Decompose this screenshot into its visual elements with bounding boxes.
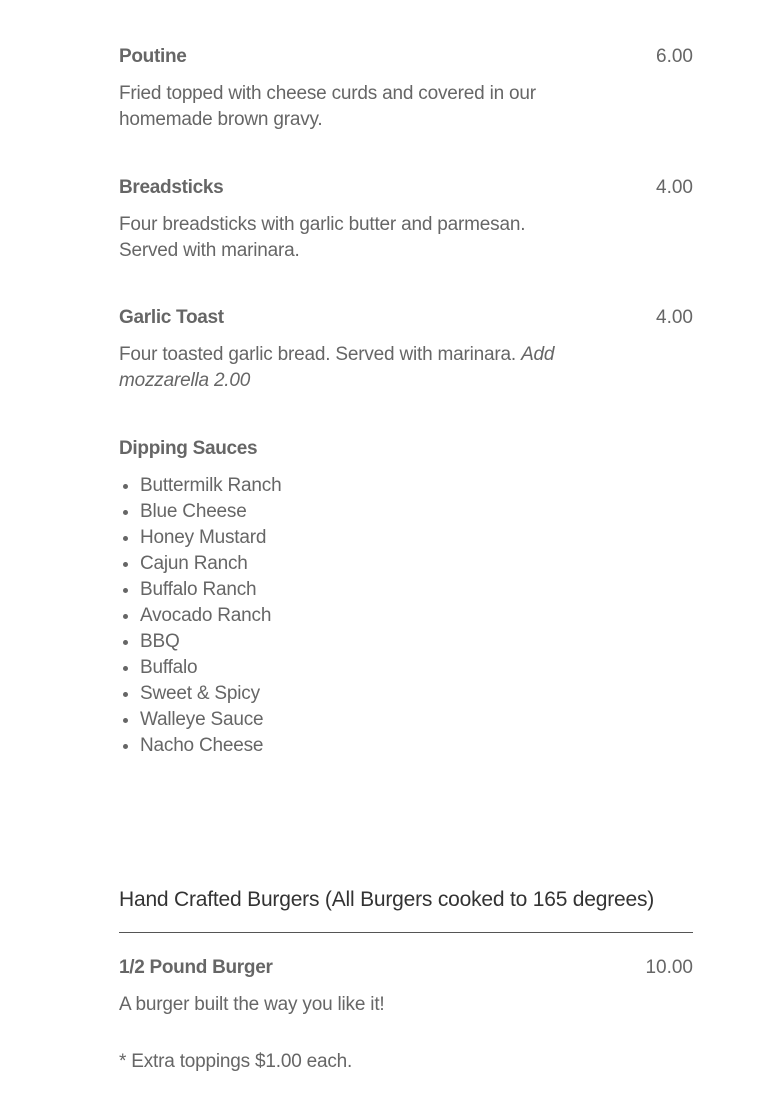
menu-item-header [119, 956, 693, 980]
list-item: • Avocado Ranch [140, 603, 693, 629]
item-price: 4.00 [656, 307, 693, 328]
menu-item-header [119, 45, 693, 69]
item-description-text: Four toasted garlic bread. Served with marinara. [119, 344, 522, 365]
list-item: • Walleye Sauce [140, 707, 693, 733]
section-title: Hand Crafted Burgers (All Burgers cooked to 165 degrees) [119, 885, 693, 933]
dipping-sauces-header [119, 437, 693, 461]
list-item: • Nacho Cheese [140, 733, 693, 759]
list-item: • Buttermilk Ranch [140, 473, 693, 499]
menu-item-breadsticks [119, 176, 693, 264]
item-description: Four breadsticks with garlic butter and parmesan. Served with marinara. [119, 214, 526, 261]
menu-item-half-pound-burger [119, 956, 693, 1075]
list-item: • Buffalo Ranch [140, 577, 693, 603]
list-item: • Honey Mustard [140, 525, 693, 551]
list-item: • Buffalo [140, 655, 693, 681]
menu-item-poutine [119, 45, 693, 133]
item-price: 6.00 [656, 46, 693, 67]
menu-item-header [119, 306, 693, 330]
list-item: • BBQ [140, 629, 693, 655]
sauce-list [119, 473, 693, 759]
item-description: Fried topped with cheese curds and covered in our homemade brown gravy. [119, 83, 536, 130]
item-name: Poutine [119, 46, 187, 67]
list-item: • Sweet & Spicy [140, 681, 693, 707]
dipping-sauces-title: Dipping Sauces [119, 438, 258, 459]
item-description-addon: Add mozzarella 2.00 [119, 344, 555, 391]
dipping-sauces [119, 437, 693, 759]
item-description [119, 342, 569, 394]
item-name: Breadsticks [119, 177, 224, 198]
list-item: • Blue Cheese [140, 499, 693, 525]
item-description: A burger built the way you like it! [119, 994, 385, 1015]
menu-item-header [119, 176, 693, 200]
burgers-section [119, 885, 693, 1072]
menu-item-garlic-toast [119, 306, 693, 394]
item-name: 1/2 Pound Burger [119, 957, 273, 978]
extra-toppings-note: * Extra toppings $1.00 each. [119, 1051, 353, 1072]
item-price: 10.00 [645, 957, 693, 978]
list-item: • Cajun Ranch [140, 551, 693, 577]
item-price: 4.00 [656, 177, 693, 198]
item-name: Garlic Toast [119, 307, 224, 328]
